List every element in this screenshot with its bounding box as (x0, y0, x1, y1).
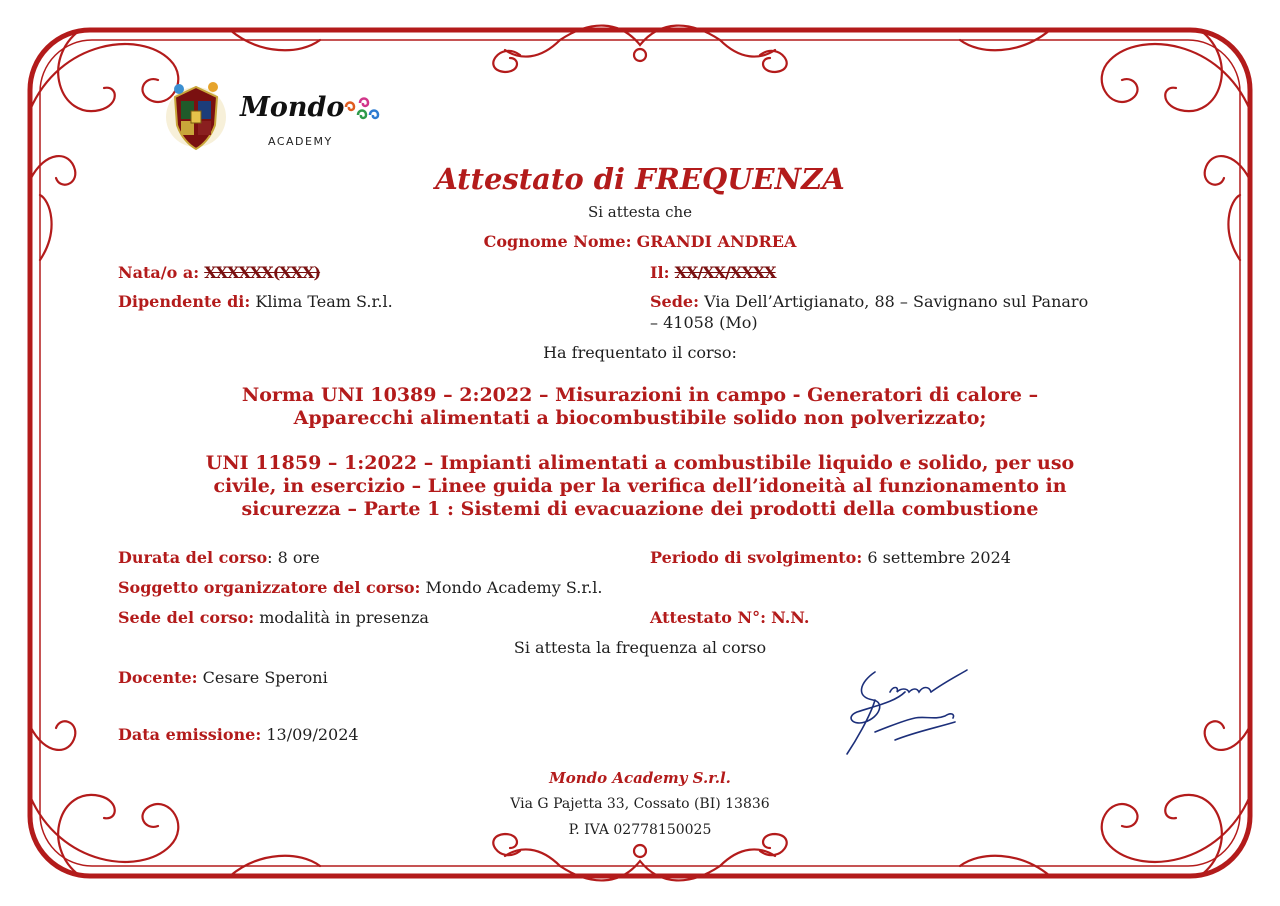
logo-subtitle: ACADEMY (268, 135, 333, 148)
course-2-line-1: UNI 11859 – 1:2022 – Impianti alimentati a combustibile liquido e solido, per uso (205, 452, 1075, 474)
course-2-line-3: sicurezza – Parte 1 : Sistemi di evacuazione dei prodotti della combustione (241, 498, 1039, 520)
course-seat-value: modalità in presenza (259, 608, 429, 627)
name-value: GRANDI ANDREA (636, 232, 797, 251)
crest-icon (165, 75, 227, 153)
name-label: Cognome Nome: (483, 232, 632, 251)
birthplace-label: Nata/o a: (118, 263, 200, 282)
employer-seat-line (650, 292, 1088, 311)
issue-date-line (118, 725, 359, 744)
intro-text: Si attesta che (587, 203, 693, 221)
birthplace-value: XXXXXX(XXX) (204, 263, 321, 282)
course-2 (130, 452, 1150, 521)
certificate-number-label: Attestato N°: (650, 608, 767, 627)
course-seat-line (118, 608, 429, 627)
course-1-line-1: Norma UNI 10389 – 2:2022 – Misurazioni in campo - Generatori di calore – (241, 384, 1039, 406)
employer-seat-value-line2: – 41058 (Mo) (650, 313, 758, 332)
course-2-line-2: civile, in esercizio – Linee guida per la verifica dell’idoneità al funzionamento in (213, 475, 1067, 497)
employer-label: Dipendente di: (118, 292, 251, 311)
swirl-icon (340, 95, 380, 121)
logo-wordmark: Mondo (240, 92, 345, 123)
course-1 (130, 384, 1150, 430)
attended-course-text: Ha frequentato il corso: (543, 343, 737, 362)
teacher-value: Cesare Speroni (202, 668, 328, 687)
employer-seat-value-line1: Via Dell’Artigianato, 88 – Savignano sul Panaro (704, 292, 1089, 311)
period-value: 6 settembre 2024 (867, 548, 1011, 567)
issue-date-value: 13/09/2024 (266, 725, 359, 744)
certificate-number-line (650, 608, 809, 627)
footer-company: Mondo Academy S.r.l. (549, 769, 731, 787)
certificate-title: Attestato di FREQUENZA (435, 162, 845, 196)
birthplace-line (118, 263, 320, 282)
name-line (0, 232, 1280, 251)
course-1-line-2: Apparecchi alimentati a biocombustibile solido non polverizzato; (293, 407, 987, 429)
employer-value: Klima Team S.r.l. (255, 292, 393, 311)
issue-date-label: Data emissione: (118, 725, 262, 744)
organizer-label: Soggetto organizzatore del corso: (118, 578, 421, 597)
certificate-number-value: N.N. (771, 608, 810, 627)
employer-line (118, 292, 393, 311)
birthdate-label: Il: (650, 263, 670, 282)
footer-address: Via G Pajetta 33, Cossato (BI) 13836 (510, 796, 770, 812)
duration-value: : 8 ore (267, 548, 320, 567)
attendance-statement: Si attesta la frequenza al corso (513, 638, 767, 657)
employer-seat-label: Sede: (650, 292, 700, 311)
duration-label: Durata del corso (118, 548, 268, 567)
teacher-line (118, 668, 328, 687)
period-label: Periodo di svolgimento: (650, 548, 863, 567)
period-line (650, 548, 1011, 567)
signature (835, 662, 975, 762)
duration-line (118, 548, 320, 567)
birthdate-line (650, 263, 776, 282)
organizer-line (118, 578, 603, 597)
footer-vat: P. IVA 02778150025 (568, 822, 712, 838)
teacher-label: Docente: (118, 668, 198, 687)
birthdate-value: XX/XX/XXXX (674, 263, 776, 282)
organizer-value: Mondo Academy S.r.l. (425, 578, 603, 597)
course-seat-label: Sede del corso: (118, 608, 255, 627)
